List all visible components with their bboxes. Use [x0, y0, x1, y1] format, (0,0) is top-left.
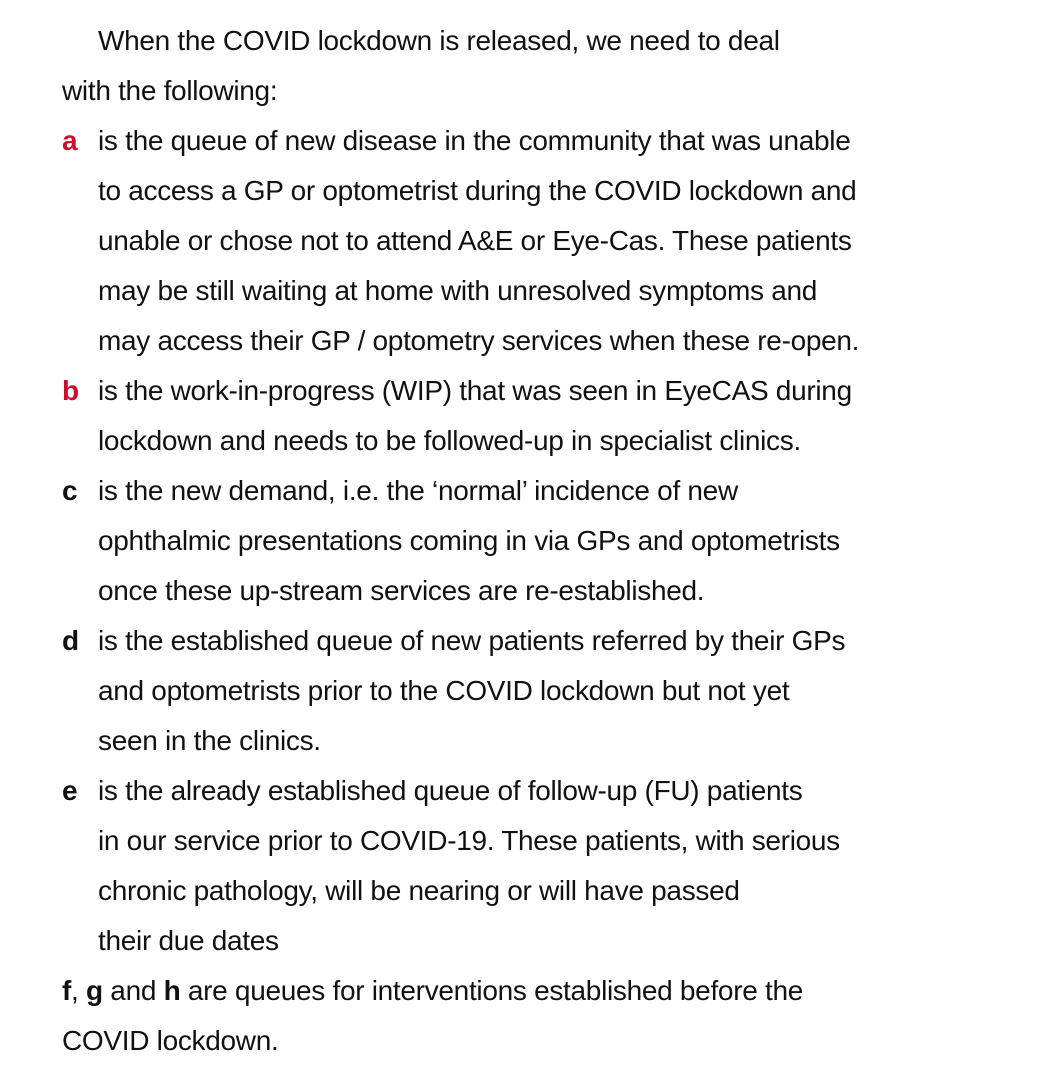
item-a-line-1: is the queue of new disease in the community that was unable — [98, 125, 851, 156]
item-letter-c: c — [62, 475, 78, 506]
item-a-line-4: may be still waiting at home with unresolved symptoms and — [98, 275, 818, 306]
item-b-line-2: lockdown and needs to be followed-up in specialist clinics. — [98, 425, 801, 456]
item-d-line-1: is the established queue of new patients referred by their GPs — [98, 625, 846, 656]
footer-sep-1: , — [71, 975, 86, 1006]
item-letter-a: a — [62, 125, 78, 156]
item-d-line-3: seen in the clinics. — [98, 725, 321, 756]
item-b-line-1: is the work-in-progress (WIP) that was seen in EyeCAS during — [98, 375, 852, 406]
item-a-line-3: unable or chose not to attend A&E or Eye-Cas. These patients — [98, 225, 852, 256]
item-e-line-1: is the already established queue of follow-up (FU) patients — [98, 775, 803, 806]
item-c-line-1: is the new demand, i.e. the ‘normal’ incidence of new — [98, 475, 738, 506]
item-c-line-2: ophthalmic presentations coming in via GPs and optometrists — [98, 525, 840, 556]
item-a-line-2: to access a GP or optometrist during the COVID lockdown and — [98, 175, 857, 206]
item-e-line-4: their due dates — [98, 925, 279, 956]
intro-line-1: When the COVID lockdown is released, we need to deal — [98, 25, 780, 56]
footer-letter-g: g — [86, 975, 103, 1006]
footer-rest-1: are queues for interventions established before the — [180, 975, 803, 1006]
footer-letter-f: f — [62, 975, 72, 1006]
footer-line-1 — [62, 966, 803, 1016]
footer-sep-2: and — [102, 975, 164, 1006]
item-e-line-3: chronic pathology, will be nearing or will have passed — [98, 875, 740, 906]
footer-letter-h: h — [163, 975, 181, 1006]
footer-line-2: COVID lockdown. — [62, 1025, 279, 1056]
item-a-line-5: may access their GP / optometry services when these re-open. — [98, 325, 860, 356]
item-letter-e: e — [62, 775, 78, 806]
intro-line-2: with the following: — [62, 75, 278, 106]
item-e-line-2: in our service prior to COVID-19. These patients, with serious — [98, 825, 840, 856]
item-c-line-3: once these up-stream services are re-established. — [98, 575, 705, 606]
item-d-line-2: and optometrists prior to the COVID lockdown but not yet — [98, 675, 790, 706]
item-letter-d: d — [62, 625, 79, 656]
item-letter-b: b — [62, 375, 79, 406]
